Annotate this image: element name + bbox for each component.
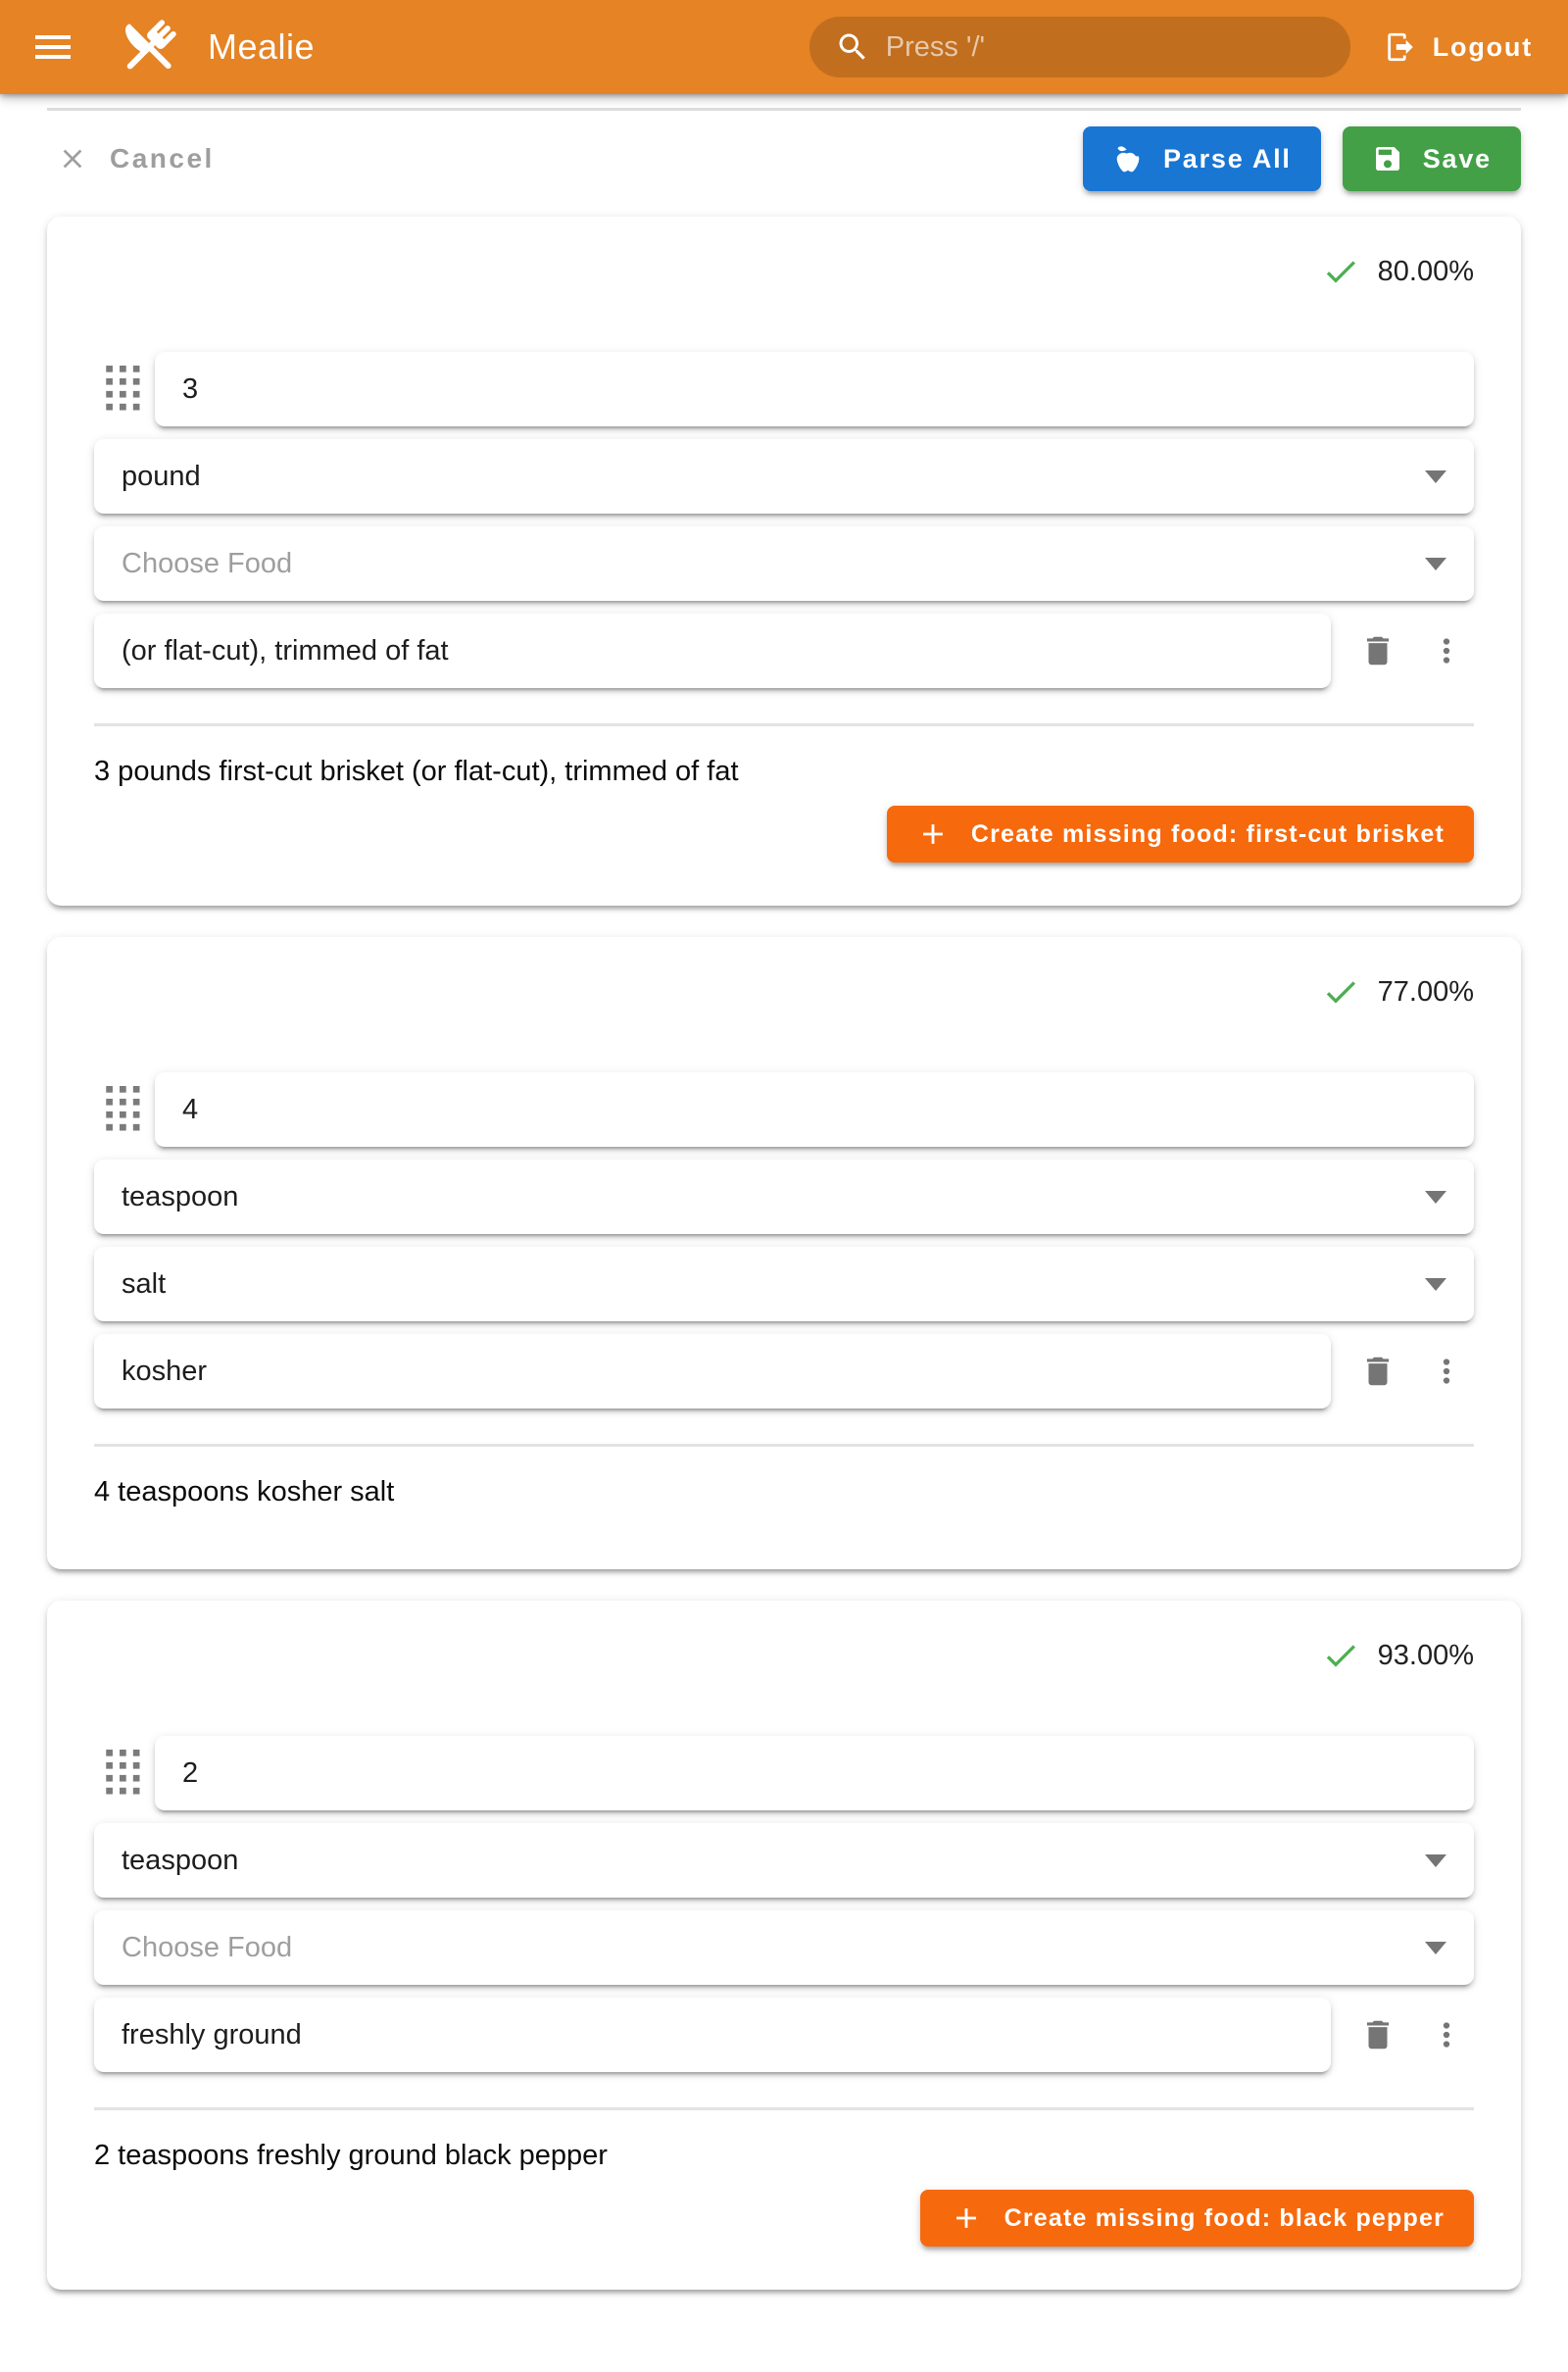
note-value: freshly ground bbox=[122, 2018, 302, 2051]
original-ingredient-text: 4 teaspoons kosher salt bbox=[94, 1476, 395, 1507]
food-select-value: salt bbox=[122, 1267, 167, 1300]
amount-value: 3 bbox=[182, 372, 199, 405]
logout-icon bbox=[1384, 30, 1417, 64]
drag-handle-icon bbox=[106, 1086, 141, 1133]
unit-select[interactable] bbox=[94, 1823, 1474, 1898]
app-title: Mealie bbox=[208, 26, 316, 67]
search-icon bbox=[835, 29, 870, 65]
confidence-row bbox=[94, 250, 1474, 293]
apple-icon bbox=[1112, 143, 1144, 174]
cancel-label: Cancel bbox=[110, 143, 215, 173]
caret-down-icon bbox=[1425, 558, 1446, 570]
amount-input[interactable] bbox=[155, 352, 1474, 426]
note-row bbox=[94, 1334, 1474, 1408]
caret-down-icon bbox=[1425, 1191, 1446, 1204]
amount-row bbox=[94, 1072, 1474, 1147]
check-icon bbox=[1321, 252, 1360, 291]
unit-row bbox=[94, 439, 1474, 514]
more-options-button[interactable] bbox=[1425, 632, 1468, 669]
unit-value: teaspoon bbox=[122, 1180, 239, 1212]
ingredient-cards bbox=[47, 217, 1521, 2290]
food-row bbox=[94, 1247, 1474, 1321]
confidence-value: 80.00% bbox=[1377, 255, 1474, 287]
create-missing-food-label: Create missing food: black pepper bbox=[1004, 2203, 1445, 2232]
app-bar bbox=[0, 0, 1568, 94]
parse-all-label: Parse All bbox=[1162, 143, 1292, 173]
caret-down-icon bbox=[1425, 1278, 1446, 1291]
food-select[interactable] bbox=[94, 526, 1474, 601]
toolbar bbox=[47, 108, 1521, 191]
close-icon bbox=[57, 143, 88, 174]
dots-vertical-icon bbox=[1428, 632, 1465, 669]
mealie-logo-icon[interactable] bbox=[112, 10, 186, 84]
food-select-value: Choose Food bbox=[122, 547, 293, 579]
plus-icon bbox=[916, 817, 950, 851]
amount-row bbox=[94, 352, 1474, 426]
original-ingredient-text: 2 teaspoons freshly ground black pepper bbox=[94, 2140, 608, 2171]
unit-value: teaspoon bbox=[122, 1844, 239, 1876]
divider bbox=[94, 2107, 1474, 2110]
unit-select[interactable] bbox=[94, 439, 1474, 514]
food-row bbox=[94, 526, 1474, 601]
divider bbox=[94, 723, 1474, 726]
note-value: (or flat-cut), trimmed of fat bbox=[122, 634, 449, 667]
save-button[interactable] bbox=[1343, 126, 1521, 191]
confidence-value: 93.00% bbox=[1377, 1639, 1474, 1671]
dots-vertical-icon bbox=[1428, 1353, 1465, 1390]
note-row bbox=[94, 1998, 1474, 2072]
drag-handle[interactable] bbox=[102, 1750, 145, 1797]
search-placeholder: Press '/' bbox=[885, 30, 986, 63]
amount-value: 4 bbox=[182, 1093, 199, 1125]
divider bbox=[94, 1444, 1474, 1447]
drag-handle-icon bbox=[106, 1750, 141, 1797]
cancel-button[interactable] bbox=[47, 131, 224, 186]
ingredient-card bbox=[47, 1601, 1521, 2290]
main-content bbox=[47, 108, 1521, 2290]
ingredient-card bbox=[47, 217, 1521, 906]
note-value: kosher bbox=[122, 1355, 208, 1387]
logout-label: Logout bbox=[1432, 31, 1533, 62]
trash-icon bbox=[1359, 632, 1396, 669]
amount-input[interactable] bbox=[155, 1072, 1474, 1147]
drag-handle[interactable] bbox=[102, 366, 145, 413]
caret-down-icon bbox=[1425, 1942, 1446, 1954]
amount-row bbox=[94, 1736, 1474, 1810]
confidence-row bbox=[94, 1634, 1474, 1677]
food-select[interactable] bbox=[94, 1910, 1474, 1985]
unit-row bbox=[94, 1823, 1474, 1898]
delete-button[interactable] bbox=[1356, 632, 1399, 669]
unit-row bbox=[94, 1160, 1474, 1234]
more-options-button[interactable] bbox=[1425, 2016, 1468, 2053]
save-icon bbox=[1372, 143, 1403, 174]
ingredient-fields bbox=[94, 352, 1474, 688]
confidence-value: 77.00% bbox=[1377, 975, 1474, 1008]
create-missing-food-label: Create missing food: first-cut brisket bbox=[970, 819, 1445, 848]
note-input[interactable] bbox=[94, 1998, 1331, 2072]
drag-handle[interactable] bbox=[102, 1086, 145, 1133]
parse-all-button[interactable] bbox=[1083, 126, 1321, 191]
plus-icon bbox=[950, 2201, 983, 2235]
missing-food-row bbox=[94, 2190, 1474, 2247]
food-select-value: Choose Food bbox=[122, 1931, 293, 1963]
ingredient-fields bbox=[94, 1736, 1474, 2072]
search-input[interactable] bbox=[809, 17, 1350, 77]
missing-food-row bbox=[94, 806, 1474, 863]
unit-value: pound bbox=[122, 460, 201, 492]
food-row bbox=[94, 1910, 1474, 1985]
original-ingredient-text: 3 pounds first-cut brisket (or flat-cut), trimmed of fat bbox=[94, 756, 739, 787]
trash-icon bbox=[1359, 1353, 1396, 1390]
trash-icon bbox=[1359, 2016, 1396, 2053]
food-select[interactable] bbox=[94, 1247, 1474, 1321]
amount-value: 2 bbox=[182, 1756, 199, 1789]
dots-vertical-icon bbox=[1428, 2016, 1465, 2053]
ingredient-fields bbox=[94, 1072, 1474, 1408]
toolbar-actions bbox=[1083, 126, 1521, 191]
check-icon bbox=[1321, 1636, 1360, 1675]
delete-button[interactable] bbox=[1356, 2016, 1399, 2053]
unit-select[interactable] bbox=[94, 1160, 1474, 1234]
create-missing-food-button[interactable] bbox=[887, 806, 1474, 863]
logout-button[interactable] bbox=[1378, 21, 1539, 74]
menu-button[interactable] bbox=[29, 24, 76, 71]
caret-down-icon bbox=[1425, 1854, 1446, 1867]
confidence-row bbox=[94, 970, 1474, 1013]
more-options-button[interactable] bbox=[1425, 1353, 1468, 1390]
drag-handle-icon bbox=[106, 366, 141, 413]
caret-down-icon bbox=[1425, 470, 1446, 483]
note-input[interactable] bbox=[94, 614, 1331, 688]
note-row bbox=[94, 614, 1474, 688]
amount-input[interactable] bbox=[155, 1736, 1474, 1810]
note-input[interactable] bbox=[94, 1334, 1331, 1408]
save-label: Save bbox=[1422, 143, 1492, 173]
delete-button[interactable] bbox=[1356, 1353, 1399, 1390]
create-missing-food-button[interactable] bbox=[920, 2190, 1474, 2247]
check-icon bbox=[1321, 972, 1360, 1012]
ingredient-card bbox=[47, 937, 1521, 1569]
menu-icon bbox=[29, 24, 76, 71]
